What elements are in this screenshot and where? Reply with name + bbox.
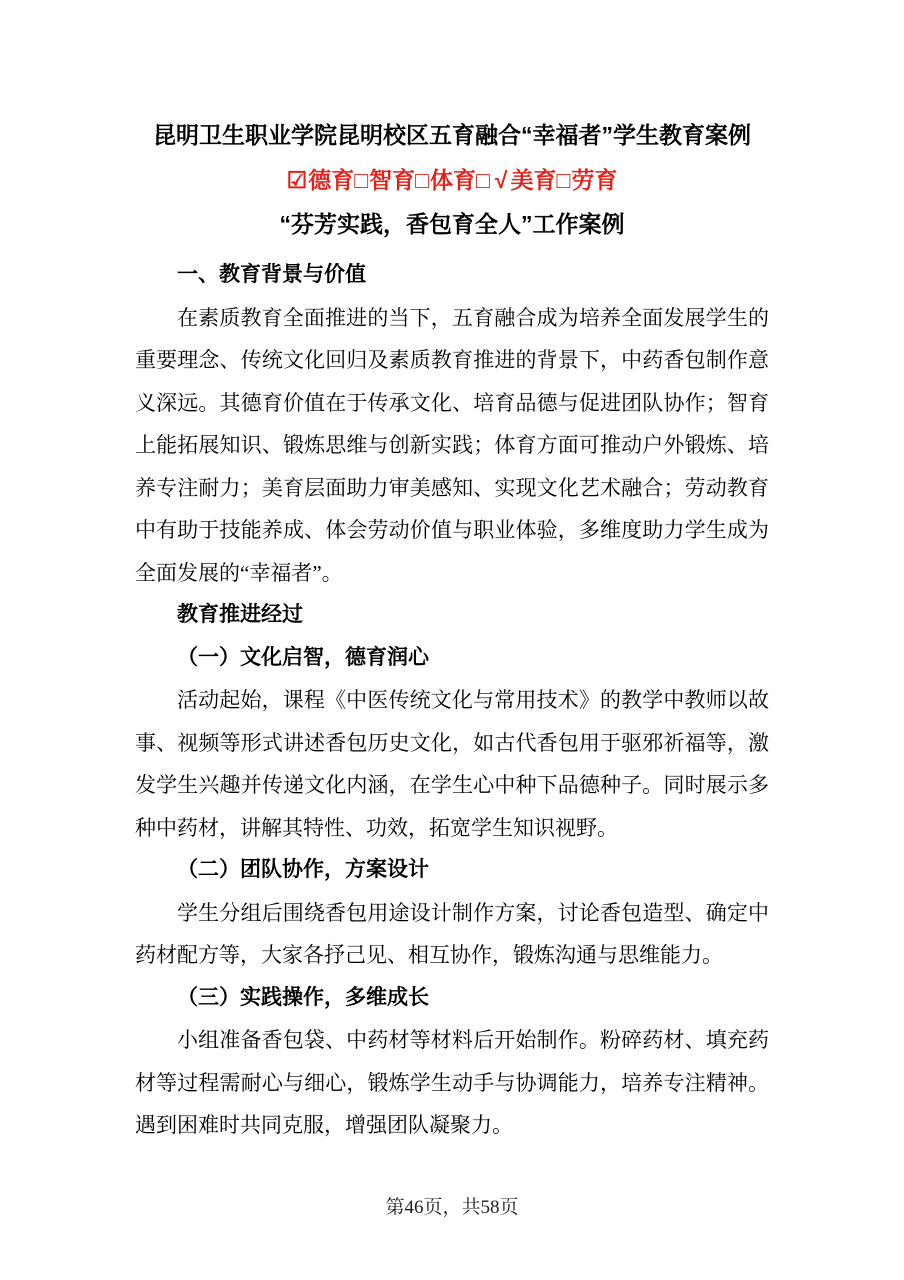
category-item-laoyu xyxy=(557,167,618,193)
category-label: 体育 xyxy=(430,167,476,193)
category-checkbox-line xyxy=(135,158,769,202)
check-mark-icon: √ xyxy=(494,167,508,193)
subsection-heading-teamwork: （二）团队协作，方案设计 xyxy=(177,858,429,881)
category-item-zhiyu xyxy=(354,167,415,193)
checkbox-empty-icon: □ xyxy=(415,167,429,193)
category-item-meiyu xyxy=(476,167,557,193)
page-footer xyxy=(0,1192,904,1219)
subsection-heading-practice: （三）实践操作，多维成长 xyxy=(177,985,429,1009)
paragraph-practice: 小组准备香包袋、中药材等材料后开始制作。粉碎药材、填充药材等过程需耐心与细心，锻炼学生动手与协调能力，培养专注精神。遇到困难时共同克服，增强团队凝聚力。 xyxy=(135,1028,769,1137)
document-content xyxy=(135,0,769,1147)
subsection-heading-culture: （一）文化启智，德育润心 xyxy=(177,645,429,669)
paragraph-teamwork: 学生分组后围绕香包用途设计制作方案，讨论香包造型、确定中药材配方等，大家各抒己见、相互协作，锻炼沟通与思维能力。 xyxy=(135,900,769,967)
category-label: 劳育 xyxy=(571,167,618,193)
checkbox-empty-icon: □ xyxy=(476,167,490,193)
checkbox-empty-icon: □ xyxy=(354,167,369,193)
category-item-tiyu xyxy=(415,167,476,193)
section-heading-process: 教育推进经过 xyxy=(177,603,303,626)
section-heading-background-value: 一、教育背景与价值 xyxy=(177,263,366,286)
paragraph-background-value: 在素质教育全面推进的当下，五育融合成为培养全面发展学生的重要理念、传统文化回归及素质教育推进的背景下，中药香包制作意义深远。其德育价值在于传承文化、培育品德与促进团队协作；智育上能拓展知识、锻炼思维与创新实践；体育方面可推动户外锻炼、培养专注耐力；美育层面助力审美感知、实现文化艺术融合；劳动教育中有助于技能养成、体会劳动价值与职业体验，多维度助力学生成为全面发展的“幸福者”。 xyxy=(135,305,769,585)
checkbox-empty-icon: □ xyxy=(556,167,571,193)
page-number-indicator: 第46页，共58页 xyxy=(385,1197,519,1218)
document-body xyxy=(135,254,769,1147)
document-subtitle: “芬芳实践，香包育全人”工作案例 xyxy=(279,211,625,237)
category-item-deyu xyxy=(287,167,355,193)
document-title: 昆明卫生职业学院昆明校区五育融合“幸福者”学生教育案例 xyxy=(153,122,751,148)
category-label: 德育 xyxy=(308,167,355,193)
category-label: 美育 xyxy=(510,167,557,193)
checkbox-checked-icon: ☑ xyxy=(286,167,308,193)
paragraph-culture: 活动起始，课程《中医传统文化与常用技术》的教学中教师以故事、视频等形式讲述香包历史文化，如古代香包用于驱邪祈福等，激发学生兴趣并传递文化内涵，在学生心中种下品德种子。同时展示多种中药材，讲解其特性、功效，拓宽学生知识视野。 xyxy=(135,688,769,840)
category-label: 智育 xyxy=(369,167,416,193)
